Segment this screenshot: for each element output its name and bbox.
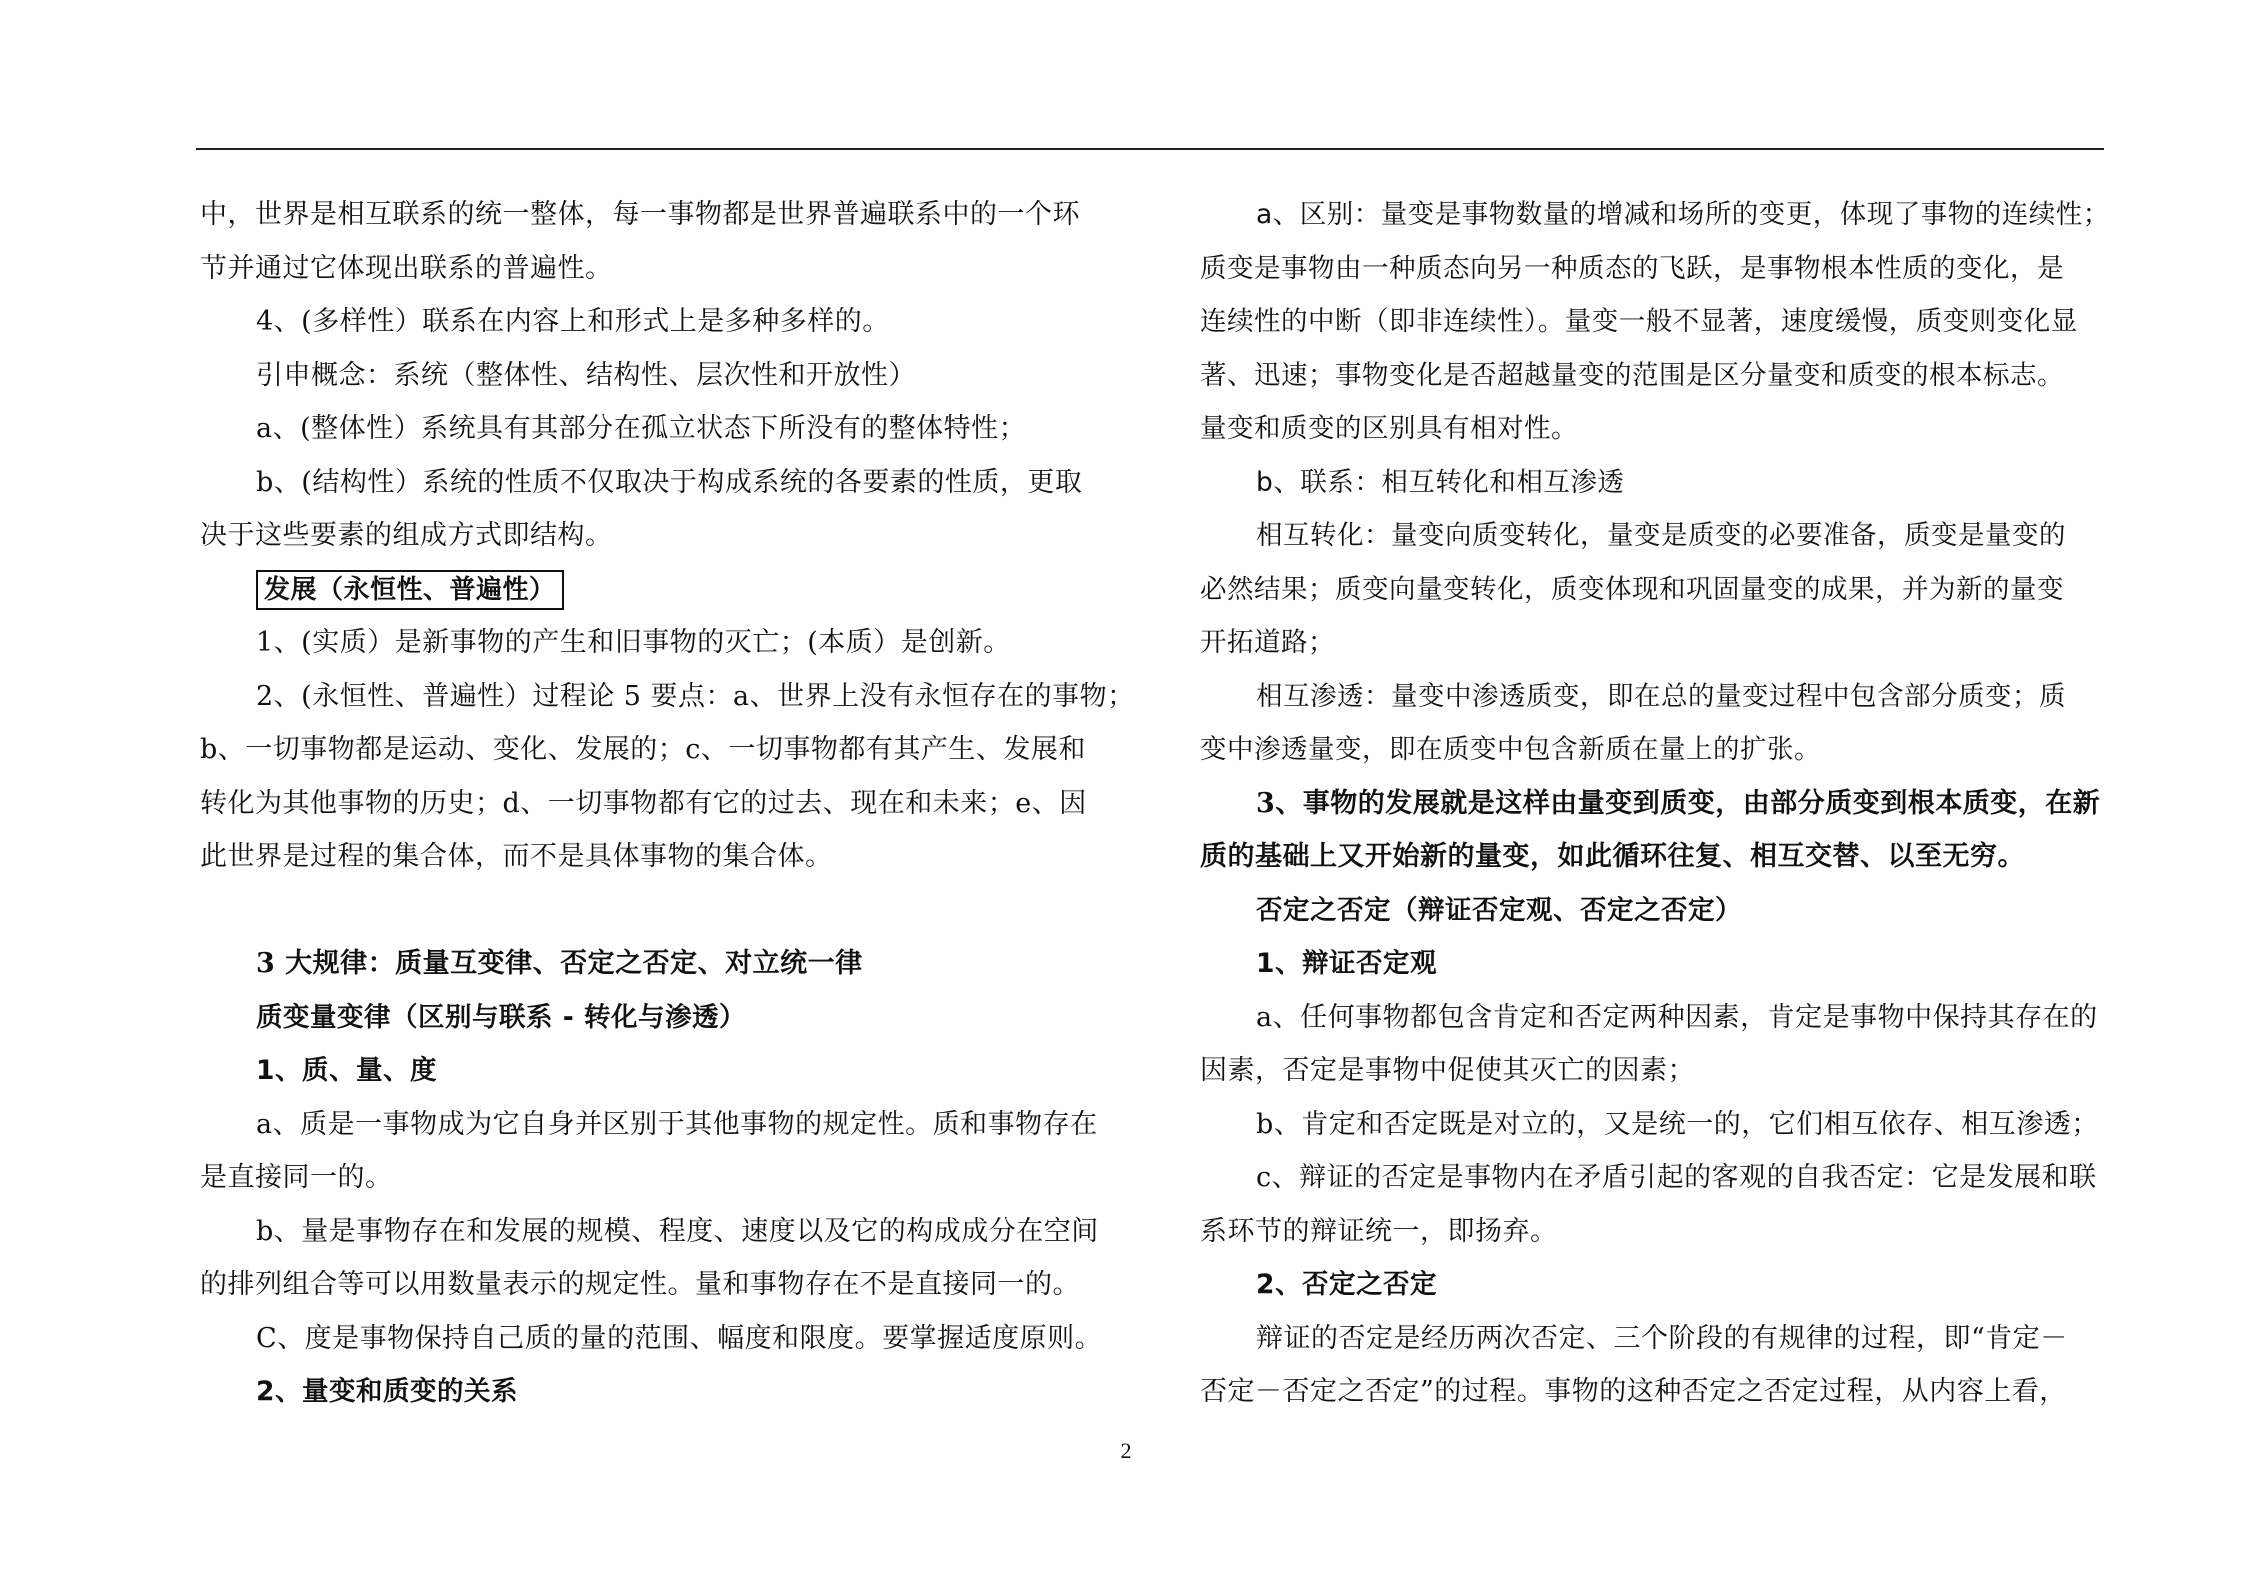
page-number: 2 bbox=[1120, 1438, 1132, 1463]
paragraph-line: 转化为其他事物的历史；d、一切事物都有它的过去、现在和未来；e、因 bbox=[200, 787, 1087, 819]
subsection-heading: 1、辩证否定观 bbox=[1256, 948, 1437, 979]
section-heading: 质变量变律（区别与联系 - 转化与渗透） bbox=[256, 1001, 746, 1033]
paragraph-line: 否定－否定之否定”的过程。事物的这种否定之否定过程，从内容上看， bbox=[1200, 1376, 2067, 1407]
paragraph-line: a、区别：量变是事物数量的增减和场所的变更，体现了事物的连续性； bbox=[1256, 199, 2110, 230]
paragraph-line: 系环节的辩证统一，即扬弃。 bbox=[1200, 1215, 1558, 1247]
section-heading-row bbox=[200, 563, 1100, 617]
paragraph-line: a、质是一事物成为它自身并区别于其他事物的规定性。质和事物存在 bbox=[256, 1108, 1098, 1140]
header-rule bbox=[196, 148, 2104, 150]
paragraph-line: C、度是事物保持自己质的量的范围、幅度和限度。要掌握适度原则。 bbox=[256, 1322, 1103, 1354]
paragraph-line: a、任何事物都包含肯定和否定两种因素，肯定是事物中保持其存在的 bbox=[1256, 1001, 2098, 1033]
paragraph-line: 此世界是过程的集合体，而不是具体事物的集合体。 bbox=[200, 841, 833, 872]
blank-line bbox=[200, 884, 1100, 938]
paragraph-line: 4、(多样性）联系在内容上和形式上是多种多样的。 bbox=[256, 306, 890, 337]
paragraph-line: 决于这些要素的组成方式即结构。 bbox=[200, 520, 613, 551]
paragraph-line: 量变和质变的区别具有相对性。 bbox=[1200, 413, 1578, 444]
paragraph-line: 是直接同一的。 bbox=[200, 1162, 393, 1193]
paragraph-line: 开拓道路； bbox=[1200, 627, 1335, 658]
paragraph-line: 质的基础上又开始新的量变，如此循环往复、相互交替、以至无穷。 bbox=[1200, 841, 2025, 872]
paragraph-line: 必然结果；质变向量变转化，质变体现和巩固量变的成果，并为新的量变 bbox=[1200, 573, 2064, 605]
paragraph-line: 节并通过它体现出联系的普遍性。 bbox=[200, 252, 613, 284]
paragraph-line: 因素，否定是事物中促使其灭亡的因素； bbox=[1200, 1055, 1695, 1086]
right-column bbox=[1200, 188, 2110, 1419]
paragraph-line: 著、迅速；事物变化是否超越量变的范围是区分量变和质变的根本标志。 bbox=[1200, 359, 2064, 391]
paragraph-line: 引申概念：系统（整体性、结构性、层次性和开放性） bbox=[256, 359, 916, 391]
paragraph-line: 相互转化：量变向质变转化，量变是质变的必要准备，质变是量变的 bbox=[1256, 520, 2066, 551]
paragraph-line: 的排列组合等可以用数量表示的规定性。量和事物存在不是直接同一的。 bbox=[200, 1269, 1080, 1300]
paragraph-line: 中，世界是相互联系的统一整体，每一事物都是世界普遍联系中的一个环 bbox=[200, 199, 1080, 230]
paragraph-line: a、(整体性）系统具有其部分在孤立状态下所没有的整体特性； bbox=[256, 413, 1027, 444]
paragraph-line: b、一切事物都是运动、变化、发展的；c、一切事物都有其产生、发展和 bbox=[200, 734, 1086, 765]
paragraph-line: 辩证的否定是经历两次否定、三个阶段的有规律的过程，即“肯定－ bbox=[1256, 1322, 2068, 1354]
paragraph-line: 质变是事物由一种质态向另一种质态的飞跃，是事物根本性质的变化，是 bbox=[1200, 252, 2064, 284]
subsection-heading: 1、质、量、度 bbox=[256, 1055, 437, 1086]
paragraph-line: b、联系：相互转化和相互渗透 bbox=[1256, 466, 1625, 498]
paragraph-line: b、(结构性）系统的性质不仅取决于构成系统的各要素的性质，更取 bbox=[256, 466, 1083, 498]
paragraph-line: 变中渗透量变，即在质变中包含新质在量上的扩张。 bbox=[1200, 734, 1821, 765]
paragraph-line: b、量是事物存在和发展的规模、程度、速度以及它的构成成分在空间 bbox=[256, 1215, 1099, 1247]
paragraph-line: c、辩证的否定是事物内在矛盾引起的客观的自我否定：它是发展和联 bbox=[1256, 1162, 2097, 1193]
subsection-heading: 2、量变和质变的关系 bbox=[256, 1376, 518, 1407]
paragraph-line: 1、(实质）是新事物的产生和旧事物的灭亡；(本质）是创新。 bbox=[256, 627, 1011, 658]
section-heading: 否定之否定（辩证否定观、否定之否定） bbox=[1256, 894, 1742, 926]
paragraph-line: 2、(永恒性、普遍性）过程论 5 要点：a、世界上没有永恒存在的事物； bbox=[256, 680, 1135, 712]
boxed-section-heading: 发展（永恒性、普遍性） bbox=[256, 570, 564, 610]
laws-heading: 3 大规律：质量互变律、否定之否定、对立统一律 bbox=[256, 948, 863, 979]
paragraph-line: 3、事物的发展就是这样由量变到质变，由部分质变到根本质变，在新 bbox=[1256, 787, 2101, 819]
left-column bbox=[200, 188, 1135, 1419]
paragraph-line: b、肯定和否定既是对立的，又是统一的，它们相互依存、相互渗透； bbox=[1256, 1108, 2099, 1140]
subsection-heading: 2、否定之否定 bbox=[1256, 1269, 1437, 1300]
paragraph-line: 相互渗透：量变中渗透质变，即在总的量变过程中包含部分质变；质 bbox=[1256, 680, 2066, 712]
paragraph-line: 连续性的中断（即非连续性）。量变一般不显著，速度缓慢，质变则变化显 bbox=[1200, 306, 2078, 337]
